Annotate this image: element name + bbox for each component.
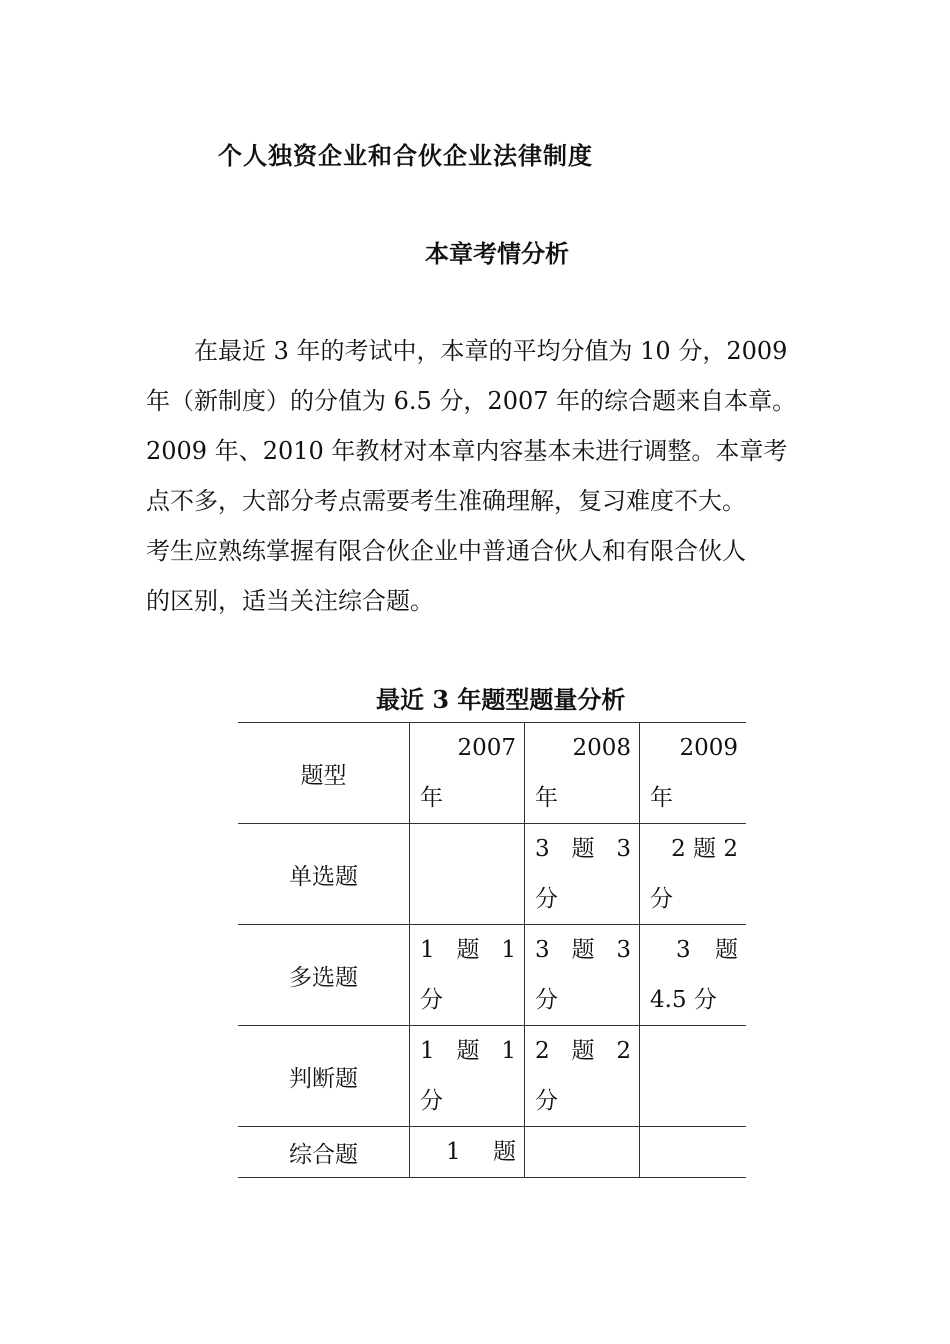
- type-label: 单选题: [289, 863, 358, 890]
- cell-unit: 题: [456, 937, 480, 963]
- cell-2008: [525, 1026, 640, 1127]
- header-2009-cell: [640, 723, 747, 824]
- cell-line: [525, 1026, 639, 1076]
- header-type-label: 题型: [300, 762, 347, 789]
- cell-line: [410, 925, 524, 975]
- section-title: 本章考情分析: [425, 239, 569, 268]
- header-2007-unit: 年: [420, 785, 443, 811]
- cell-2009: [640, 824, 747, 925]
- cell-score: 3: [616, 937, 631, 963]
- header-2007-cell: [410, 723, 525, 824]
- header-2008-year: 2008: [572, 735, 631, 761]
- cell-2009: [640, 1026, 747, 1127]
- cell-2009: [640, 925, 747, 1026]
- cell-line: 2 题 2: [671, 836, 738, 862]
- type-label: 综合题: [289, 1141, 358, 1168]
- cell-2008: [525, 1127, 640, 1178]
- cell-line: 分: [420, 1088, 443, 1114]
- cell-line: 分: [650, 886, 673, 912]
- header-2008-unit: 年: [535, 785, 558, 811]
- question-type-table: [238, 722, 746, 1178]
- cell-unit: 题: [456, 1038, 480, 1064]
- cell-line: 分: [420, 987, 443, 1013]
- type-cell-comprehensive: [238, 1127, 410, 1178]
- cell-2007: [410, 1026, 525, 1127]
- cell-line: [525, 824, 639, 874]
- table-row-true-false: [238, 1026, 746, 1127]
- table-row-single-choice: [238, 824, 746, 925]
- type-label: 判断题: [289, 1065, 358, 1092]
- cell-count: 3: [535, 836, 550, 862]
- cell-line: 分: [535, 886, 558, 912]
- cell-unit: 题: [571, 1038, 595, 1064]
- cell-line: [525, 925, 639, 975]
- cell-2009: [640, 1127, 747, 1178]
- header-type-cell: [238, 723, 410, 824]
- cell-count: 3: [535, 937, 550, 963]
- cell-line: 4.5 分: [650, 987, 717, 1013]
- cell-2007: [410, 824, 525, 925]
- analysis-paragraph: [146, 326, 826, 626]
- header-2008-cell: [525, 723, 640, 824]
- table-row-multiple-choice: [238, 925, 746, 1026]
- cell-line: [640, 925, 746, 975]
- cell-unit: 题: [493, 1139, 516, 1165]
- paragraph-line: 年（新制度）的分值为 6.5 分，2007 年的综合题来自本章。: [146, 387, 797, 415]
- table-caption: 最近 3 年题型题量分析: [376, 685, 626, 714]
- cell-unit: 题: [571, 937, 595, 963]
- type-label: 多选题: [289, 964, 358, 991]
- table-header-row: [238, 723, 746, 824]
- cell-2008: [525, 925, 640, 1026]
- cell-score: 1: [501, 1038, 516, 1064]
- type-cell-true-false: [238, 1026, 410, 1127]
- cell-score: 1: [501, 937, 516, 963]
- cell-line: [410, 1127, 524, 1177]
- paragraph-line: 在最近 3 年的考试中，本章的平均分值为 10 分，2009: [146, 337, 788, 365]
- paragraph-line: 点不多，大部分考点需要考生准确理解，复习难度不大。: [146, 487, 746, 515]
- cell-count: 1: [446, 1139, 461, 1165]
- cell-count: 2: [535, 1038, 550, 1064]
- cell-score: 3: [616, 836, 631, 862]
- cell-line: 分: [535, 987, 558, 1013]
- cell-2008: [525, 824, 640, 925]
- type-cell-single-choice: [238, 824, 410, 925]
- cell-2007: [410, 925, 525, 1026]
- header-2009-year: 2009: [679, 735, 738, 761]
- cell-unit: 题: [571, 836, 595, 862]
- paragraph-line: 2009 年、2010 年教材对本章内容基本未进行调整。本章考: [146, 437, 788, 465]
- cell-score: 2: [616, 1038, 631, 1064]
- paragraph-line: 考生应熟练掌握有限合伙企业中普通合伙人和有限合伙人: [146, 537, 746, 565]
- header-2009-unit: 年: [650, 785, 673, 811]
- cell-count: 1: [420, 937, 435, 963]
- cell-count: 3: [676, 937, 691, 963]
- document-title: 个人独资企业和合伙企业法律制度: [218, 141, 593, 170]
- cell-unit: 题: [715, 937, 738, 963]
- table-row-comprehensive: [238, 1127, 746, 1178]
- cell-2007: [410, 1127, 525, 1178]
- cell-line: 分: [535, 1088, 558, 1114]
- cell-line: [410, 1026, 524, 1076]
- header-2007-year: 2007: [457, 735, 516, 761]
- type-cell-multiple-choice: [238, 925, 410, 1026]
- paragraph-line: 的区别，适当关注综合题。: [146, 587, 434, 615]
- cell-count: 1: [420, 1038, 435, 1064]
